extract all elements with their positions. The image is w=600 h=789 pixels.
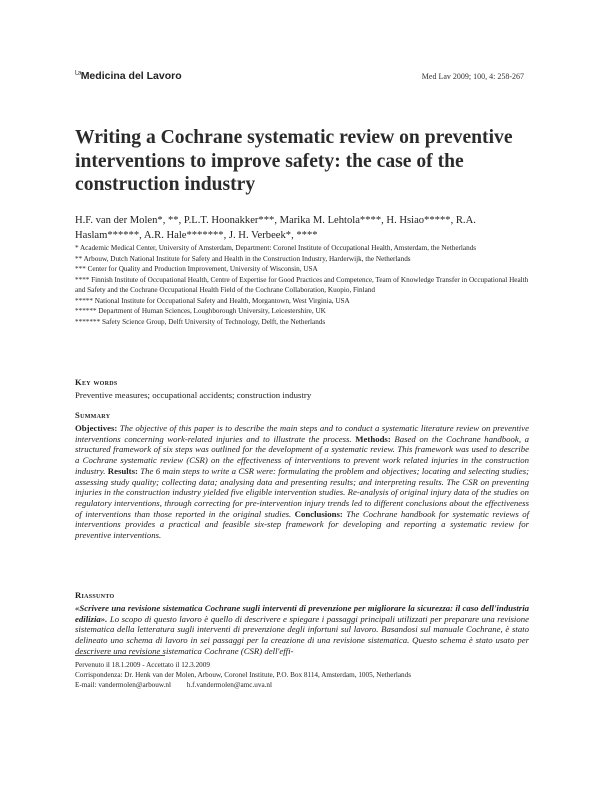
affiliations — [75, 243, 535, 327]
summary-heading: Summary — [75, 410, 111, 420]
keywords-text: Preventive measures; occupational accidents; construction industry — [75, 390, 312, 400]
affiliation: ** Arbouw, Dutch National Institute for Safety and Health in the Construction Industry, Harderwijk, the Netherlands — [75, 254, 411, 263]
author-list: H.F. van der Molen*, **, P.L.T. Hoonakker***, Marika M. Lehtola****, H. Hsiao*****, R.A. Haslam******, A.R. Hale*******, J. H. Verbeek*, **** — [75, 215, 476, 241]
riassunto-title: «Scrivere una revisione sistematica Cochrane sugli interventi di prevenzione per migliorare la sicurezza: il caso dell'industria edilizia». — [75, 603, 529, 624]
journal-logo — [75, 70, 182, 82]
conclusions-label: Conclusions: — [294, 508, 343, 519]
affiliation: ****** Department of Human Sciences, Loughborough University, Leicestershire, UK — [75, 307, 326, 315]
results-text: The 6 main steps to write a CSR were: formulating the problem and objectives; locating and selecting studies; assessing study quality; collecting data; analysing data and presenting results; and interpreting results. The CSR on preventing injuries in the construction industry yielded five eligible intervention studies. Re-analysis of original injury data of the studies on regulatory interventions, through correcting for pre-intervention injury trends led to different conclusions about the effectiveness of interventions than those reported in the original studies. — [75, 465, 530, 519]
summary-body — [75, 423, 529, 541]
article-title: Writing a Cochrane systematic review on preventive interventions to improve safety: the case of the construction industry — [75, 127, 513, 195]
objectives-label: Objectives: — [75, 423, 118, 433]
citation: Med Lav 2009; 100, 4: 258-267 — [421, 72, 524, 81]
received-date: Pervenuto il 18.1.2009 - Accettato il 12.3.2009 — [75, 661, 210, 669]
email-link[interactable]: E-mail: vandermolen@arbouw.nl — [75, 681, 171, 690]
riassunto-heading: Riassunto — [75, 590, 115, 600]
footnotes — [75, 660, 411, 691]
results-label: Results: — [107, 465, 138, 476]
footnote-divider — [75, 655, 165, 656]
objectives-text: The objective of this paper is to describe the main steps and to conduct a systematic literature review on preventive interventions concerning work-related injuries and to illustrate the process. — [75, 423, 529, 444]
journal-name: Medicina del Lavoro — [80, 70, 182, 82]
email-row — [75, 680, 411, 690]
keywords-heading: Key words — [75, 377, 118, 387]
correspondence: Corrispondenza: Dr. Henk van der Molen, Arbouw, Coronel Institute, P.O. Box 8114, Amsterdam, 1005, Netherlands — [75, 671, 412, 680]
affiliation: * Academic Medical Center, University of Amsterdam, Department: Coronel Institute of Occupational Health, Amsterdam, the Netherlands — [75, 244, 477, 252]
affiliation: ******* Safety Science Group, Delft University of Technology, Delft, the Netherlands — [75, 317, 326, 326]
conclusions-text: The Cochrane handbook for systematic reviews of interventions provides a practical and feasible six-step framework for developing and reporting a systematic review for preventive interventions. — [75, 508, 530, 541]
methods-text: Based on the Cochrane handbook, a structured framework of six steps was outlined for the development of a systematic review. This framework was used to describe a Cochrane systematic review (CSR) on the effectiveness of interventions to prevent work related injuries in the construction industry. — [75, 433, 530, 476]
riassunto-body — [75, 603, 529, 657]
affiliation: *** Center for Quality and Production Improvement, University of Wisconsin, USA — [75, 265, 318, 273]
affiliation: **** Finnish Institute of Occupational Health, Centre of Expertise for Good Practices and Competence, Team of Knowledge Transfer in Occupational Health and Safety and the Cochrane Occupational Health Field of the Cochrane Collaboration, Kuopio, Finland — [75, 275, 529, 294]
riassunto-text: Lo scopo di questo lavoro è quello di descrivere e spiegare i passaggi principali utilizzati per preparare una revisione sistematica della letteratura sugli interventi di prevenzione degli infortuni sul lavoro. Basandosi sul manuale Cochrane, è stato delineato uno schema di lavoro in sei passaggi per la creazione di una revisione sistematica. Questo schema è stato usato per descrivere una revisione sistematica Cochrane (CSR) dell'effi- — [75, 613, 530, 656]
email-link-2[interactable]: h.f.vandermolen@amc.uva.nl — [186, 681, 273, 690]
methods-label: Methods: — [355, 433, 391, 444]
affiliation: ***** National Institute for Occupational Safety and Health, Morgantown, West Virginia, USA — [75, 296, 350, 305]
journal-logo-prefix: La — [75, 70, 81, 77]
